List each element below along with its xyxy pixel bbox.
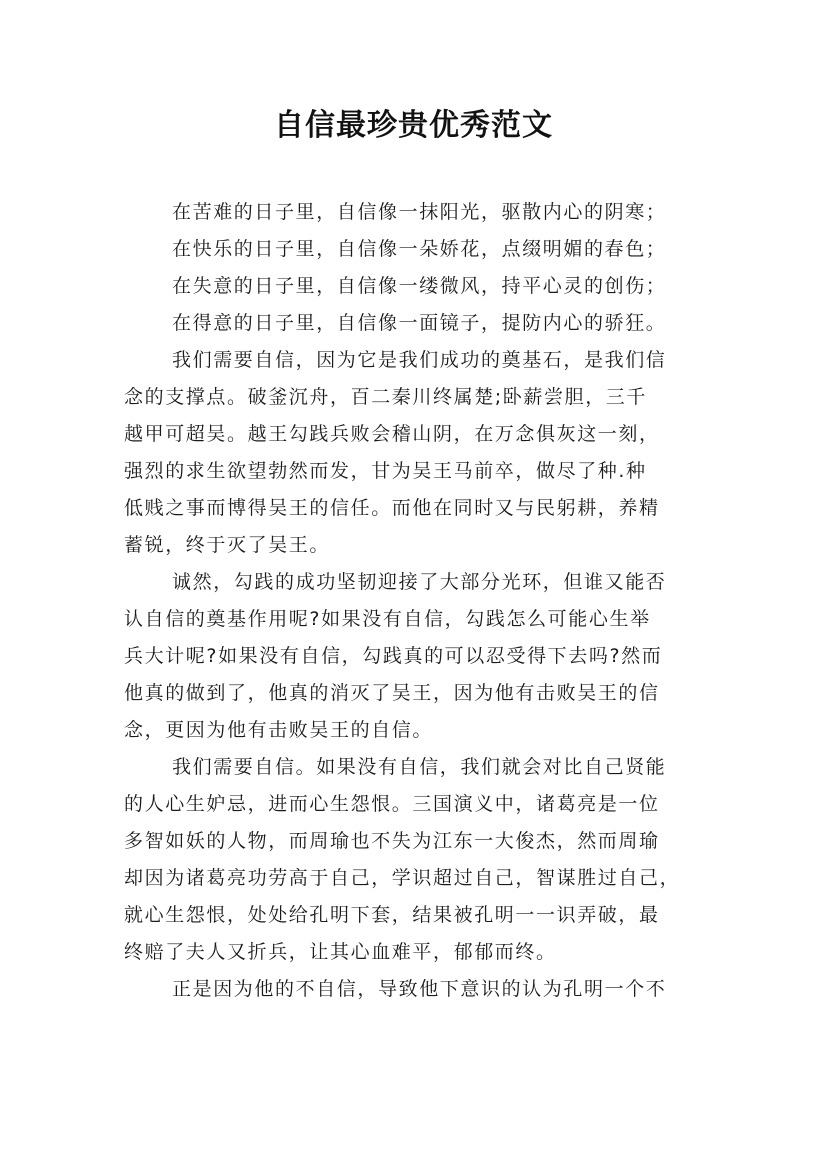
text-line: 我们需要自信。如果没有自信，我们就会对比自己贤能 xyxy=(172,756,667,778)
text-line: 越甲可超吴。越王勾践兵败会稽山阴，在万念俱灰这一刻， xyxy=(124,423,660,445)
text-line: 低贱之事而博得吴王的信任。而他在同时又与民躬耕，养精 xyxy=(124,497,660,519)
text-line: 在得意的日子里，自信像一面镜子，提防内心的骄狂。 xyxy=(172,312,667,334)
text-line: 诚然，勾践的成功坚韧迎接了大部分光环，但谁又能否 xyxy=(172,571,667,593)
text-line: 在苦难的日子里，自信像一抹阳光，驱散内心的阴寒； xyxy=(172,201,667,223)
text-line: 多智如妖的人物，而周瑜也不失为江东一大俊杰，然而周瑜 xyxy=(124,830,660,852)
text-line: 的人心生妒忌，进而心生怨恨。三国演义中，诸葛亮是一位 xyxy=(124,793,660,815)
body-text xyxy=(124,194,704,1008)
text-line: 却因为诸葛亮功劳高于自己，学识超过自己，智谋胜过自己， xyxy=(124,867,681,889)
text-line: 念，更因为他有击败吴王的自信。 xyxy=(124,719,434,741)
text-line: 认自信的奠基作用呢?如果没有自信，勾践怎么可能心生举 xyxy=(124,608,651,630)
text-line: 正是因为他的不自信，导致他下意识的认为孔明一个不 xyxy=(172,978,667,1000)
page-title: 自信最珍贵优秀范文 xyxy=(274,108,553,143)
text-line: 在快乐的日子里，自信像一朵娇花，点缀明媚的春色； xyxy=(172,238,667,260)
text-line: 在失意的日子里，自信像一缕微风，持平心灵的创伤； xyxy=(172,275,667,297)
text-line: 念的支撑点。破釜沉舟，百二秦川终属楚;卧薪尝胆，三千 xyxy=(124,386,648,408)
text-line: 蓄锐，终于灭了吴王。 xyxy=(124,534,331,556)
text-line: 兵大计呢?如果没有自信，勾践真的可以忍受得下去吗?然而 xyxy=(124,645,663,667)
text-line: 我们需要自信，因为它是我们成功的奠基石，是我们信 xyxy=(172,349,667,371)
text-line: 终赔了夫人又折兵，让其心血难平，郁郁而终。 xyxy=(124,941,557,963)
text-line: 他真的做到了，他真的消灭了吴王，因为他有击败吴王的信 xyxy=(124,682,660,704)
text-line: 就心生怨恨，处处给孔明下套，结果被孔明一一识弄破，最 xyxy=(124,904,660,926)
text-line: 强烈的求生欲望勃然而发，甘为吴王马前卒，做尽了种.种 xyxy=(124,460,647,482)
